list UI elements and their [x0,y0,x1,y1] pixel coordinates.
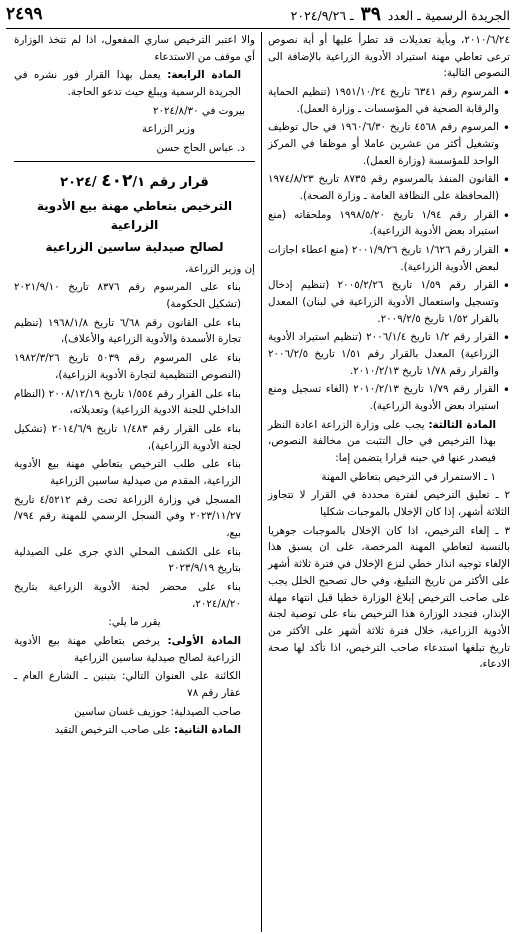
decree-number-value: ٤٠٢ [101,170,133,191]
journal-title [291,3,510,25]
article-text: يعمل بهذا القرار فور نشره في الجريدة الرسمية ويبلغ حيث تدعو الحاجة. [14,69,241,99]
article-heading: المادة الثانية: [173,724,241,737]
decree-title-line2: لصالح صيدلية ساسين الزراعية [45,239,224,254]
decree-body [14,261,255,739]
article [14,67,255,100]
article-heading: المادة الأولى: [167,634,241,647]
issue-number: ٣٩ [360,3,381,25]
decision-intro: يقرر ما يلي: [108,616,161,629]
paragraph: ٢٠١٠/٦/٢٤، وبأية تعديلات قد تطرأ عليها أو أية نصوص ترعى تعاطي مهنة استيراد الأدوية الزراعية بالإضافة الى النصوص التالية: [268,34,510,80]
paragraph: بناء على القرار رقم ١/٥٥٤ تاريخ ٢٠٠٨/١٢/١٩ (النظام الداخلي للجنة الادوية الزراعية) وتعديلاته، [14,387,241,417]
page-header [6,0,510,29]
decree-number [14,168,255,196]
article-text: على صاحب الترخيص التقيد [54,724,174,737]
list-item: • القرار رقم ١/٢ تاريخ ٢٠٠٦/١/٤ (تنظيم استيراد الأدوية الزراعية) المعدل بالقرار رقم ١/٥١ تاريخ ٢٠٠٦/٢/٥ والقرار رقم ١/٧٨ تاريخ ٢٠١٠/٢/١٣. [268,329,510,379]
paragraph: ٣ ـ إلغاء الترخيص، اذا كان الإخلال بالموجبات جوهريا بالنسبة لتعاطي المهنة المرخصة، على ان يسبق هذا الإلغاء توجيه انذار خطي لنزع الإخلال في فترة ثلاثة أشهر على الأكثر من تاريخ التبليغ، وفي حال تصحيح الخلل يجب على صاحب الترخيص إبلاغ الوزارة خطيا قبل انتهاء مهلة الإنذار، فتجدد الوزارة هذا الترخيص بناء على توصية لجنة الأدوية الزراعية، خلال فترة ثلاثة أشهر على الأكثر من تاريخ تبلغها استدعاء صاحب الترخيص، اذا تأكد لها صحة الادعاء، [268,524,510,671]
list-item: • القانون المنفذ بالمرسوم رقم ٨٧٣٥ تاريخ ١٩٧٤/٨/٢٣ (المحافظة على النظافة العامة ـ وزارة الصحة). [268,171,510,204]
list-item: • القرار رقم ١/٧٩ تاريخ ٢٠١٠/٢/١٣ (الغاء تسجيل ومنع استيراد بعض الأدوية الزراعية). [268,381,510,414]
paragraph: بناء على القانون رقم ٦/٦٨ تاريخ ١٩٦٨/١/٨ (تنظيم تجارة الأسمدة والأدوية الزراعية والأعلاف)، [14,316,241,346]
paragraph: بناء على المرسوم رقم ٥٠٣٩ تاريخ ١٩٨٢/٣/٢٦ (النصوص التنظيمية لتجارة الأدوية الزراعية)، [14,352,241,381]
paragraph: صاحب الصيدلية: جوزيف غسان ساسين [74,705,241,718]
paragraph: بناء على محضر لجنة الأدوية الزراعية بتاريخ ٢٠٢٤/٨/٢٠، [14,580,241,610]
left-top-section [14,32,255,101]
article-heading: المادة الثالثة: [428,418,497,431]
article [14,722,255,739]
journal-name: الجريدة الرسمية ـ العدد [387,8,510,23]
signature-role: وزير الزراعة [142,123,195,136]
signature-place-date: بيروت في ٢٠٢٤/٨/٣٠ [152,104,245,117]
paragraph: بناء على طلب الترخيص بتعاطي مهنة بيع الأدوية الزراعية، المقدم من صيدلية ساسين الزراعية [14,458,241,487]
list-item: • المرسوم رقم ٤٥٦٨ تاريخ ١٩٦٠/٦/٣٠ في حال توظيف وتشغيل أكثر من عشرين عاملا أو موظفا في المركز الواحد للمؤسسة (وزارة العمل). [268,119,510,169]
article-text: يرخص بتعاطي مهنة بيع الأدوية الزراعية لصالح صيدلية ساسين الزراعية [14,634,241,664]
article-heading: المادة الرابعة: [167,69,241,82]
paragraph: ٢ ـ تعليق الترخيص لفترة محددة في القرار لا تتجاوز الثلاثة أشهر، إذا كان الإخلال بالموجبات شكليا [268,489,510,519]
article [268,417,510,467]
paragraph: بناء على القرار رقم ١/٤٨٣ تاريخ ٢٠١٤/٦/٩ (تشكيل لجنة الأدوية الزراعية)، [14,422,242,452]
list-item: • القرار رقم ١/٥٩ تاريخ ٢٠٠٥/٢/٢٦ (تنظيم إدخال وتسجيل واستعمال الأدوية الزراعية في لبنان) المعدل بالقرار ١/٥٢ تاريخ ٢٠٠٩/٢/٥. [268,277,510,327]
page-number: ٢٤٩٩ [6,4,43,24]
list-item: • القرار رقم ١/٦٢٦ تاريخ ٢٠٠١/٩/٢٦ (منع اعطاء اجازات لبعض الأدوية الزراعية). [268,242,510,275]
paragraph: بناء على الكشف المحلي الذي جرى على الصيدلية بتاريخ ٢٠٢٣/٩/١٩ [14,545,241,575]
right-column [262,32,510,932]
list-item: • القرار رقم ١/٩٤ تاريخ ١٩٩٨/٥/٢٠ وملحقاته (منع استيراد بعض الأدوية الزراعية). [268,207,510,240]
decree-number-suffix: /١ /٢٠٢٤ [60,174,146,190]
signature-name: د. عباس الحاج حسن [156,142,245,155]
paragraph: بناء على المرسوم رقم ٨٣٧٦ تاريخ ٢٠٢١/٩/١٠ (تشكيل الحكومة) [14,281,241,311]
issue-date: ـ ٢٠٢٤/٩/٢٦ [290,8,354,23]
text-columns [6,32,510,932]
list-item: • المرسوم رقم ٦٣٤١ تاريخ ١٩٥١/١٠/٢٤ (تنظيم الحماية والرقابة الصحية في المؤسسات ـ وزارة العمل). [268,84,510,117]
paragraph: الكائنة على العنوان التالي: بتبنين ـ الشارع العام ـ عقار رقم ٧٨ [14,670,241,699]
article [14,633,255,666]
paragraph: المسجل في وزارة الزراعة تحت رقم ٤/٥٢١٢ تاريخ ٢٠٢٣/١١/٢٧ وفي السجل الرسمي للمهنة رقم ٧٩٤/بيع، [14,493,241,539]
decree-label: قرار رقم [149,174,209,190]
left-column [14,32,262,932]
paragraph: والا اعتبر الترخيص ساري المفعول، اذا لم تتخذ الوزارة أي موقف من الاستدعاء [14,34,255,63]
paragraph: ١ ـ الاستمرار في الترخيص بتعاطي المهنة [321,470,496,483]
decree-title-line1: الترخيص بتعاطي مهنة بيع الأدوية الزراعية [36,199,233,233]
article-text: يجب على وزارة الزراعة اعادة النظر بهذا الترخيص في حال التثبت من مخالفة النصوص، فيصدر عنها في حينه قرارا يتضمن إما: [268,418,496,465]
paragraph: إن وزير الزراعة، [185,262,255,275]
section-divider [14,161,255,162]
